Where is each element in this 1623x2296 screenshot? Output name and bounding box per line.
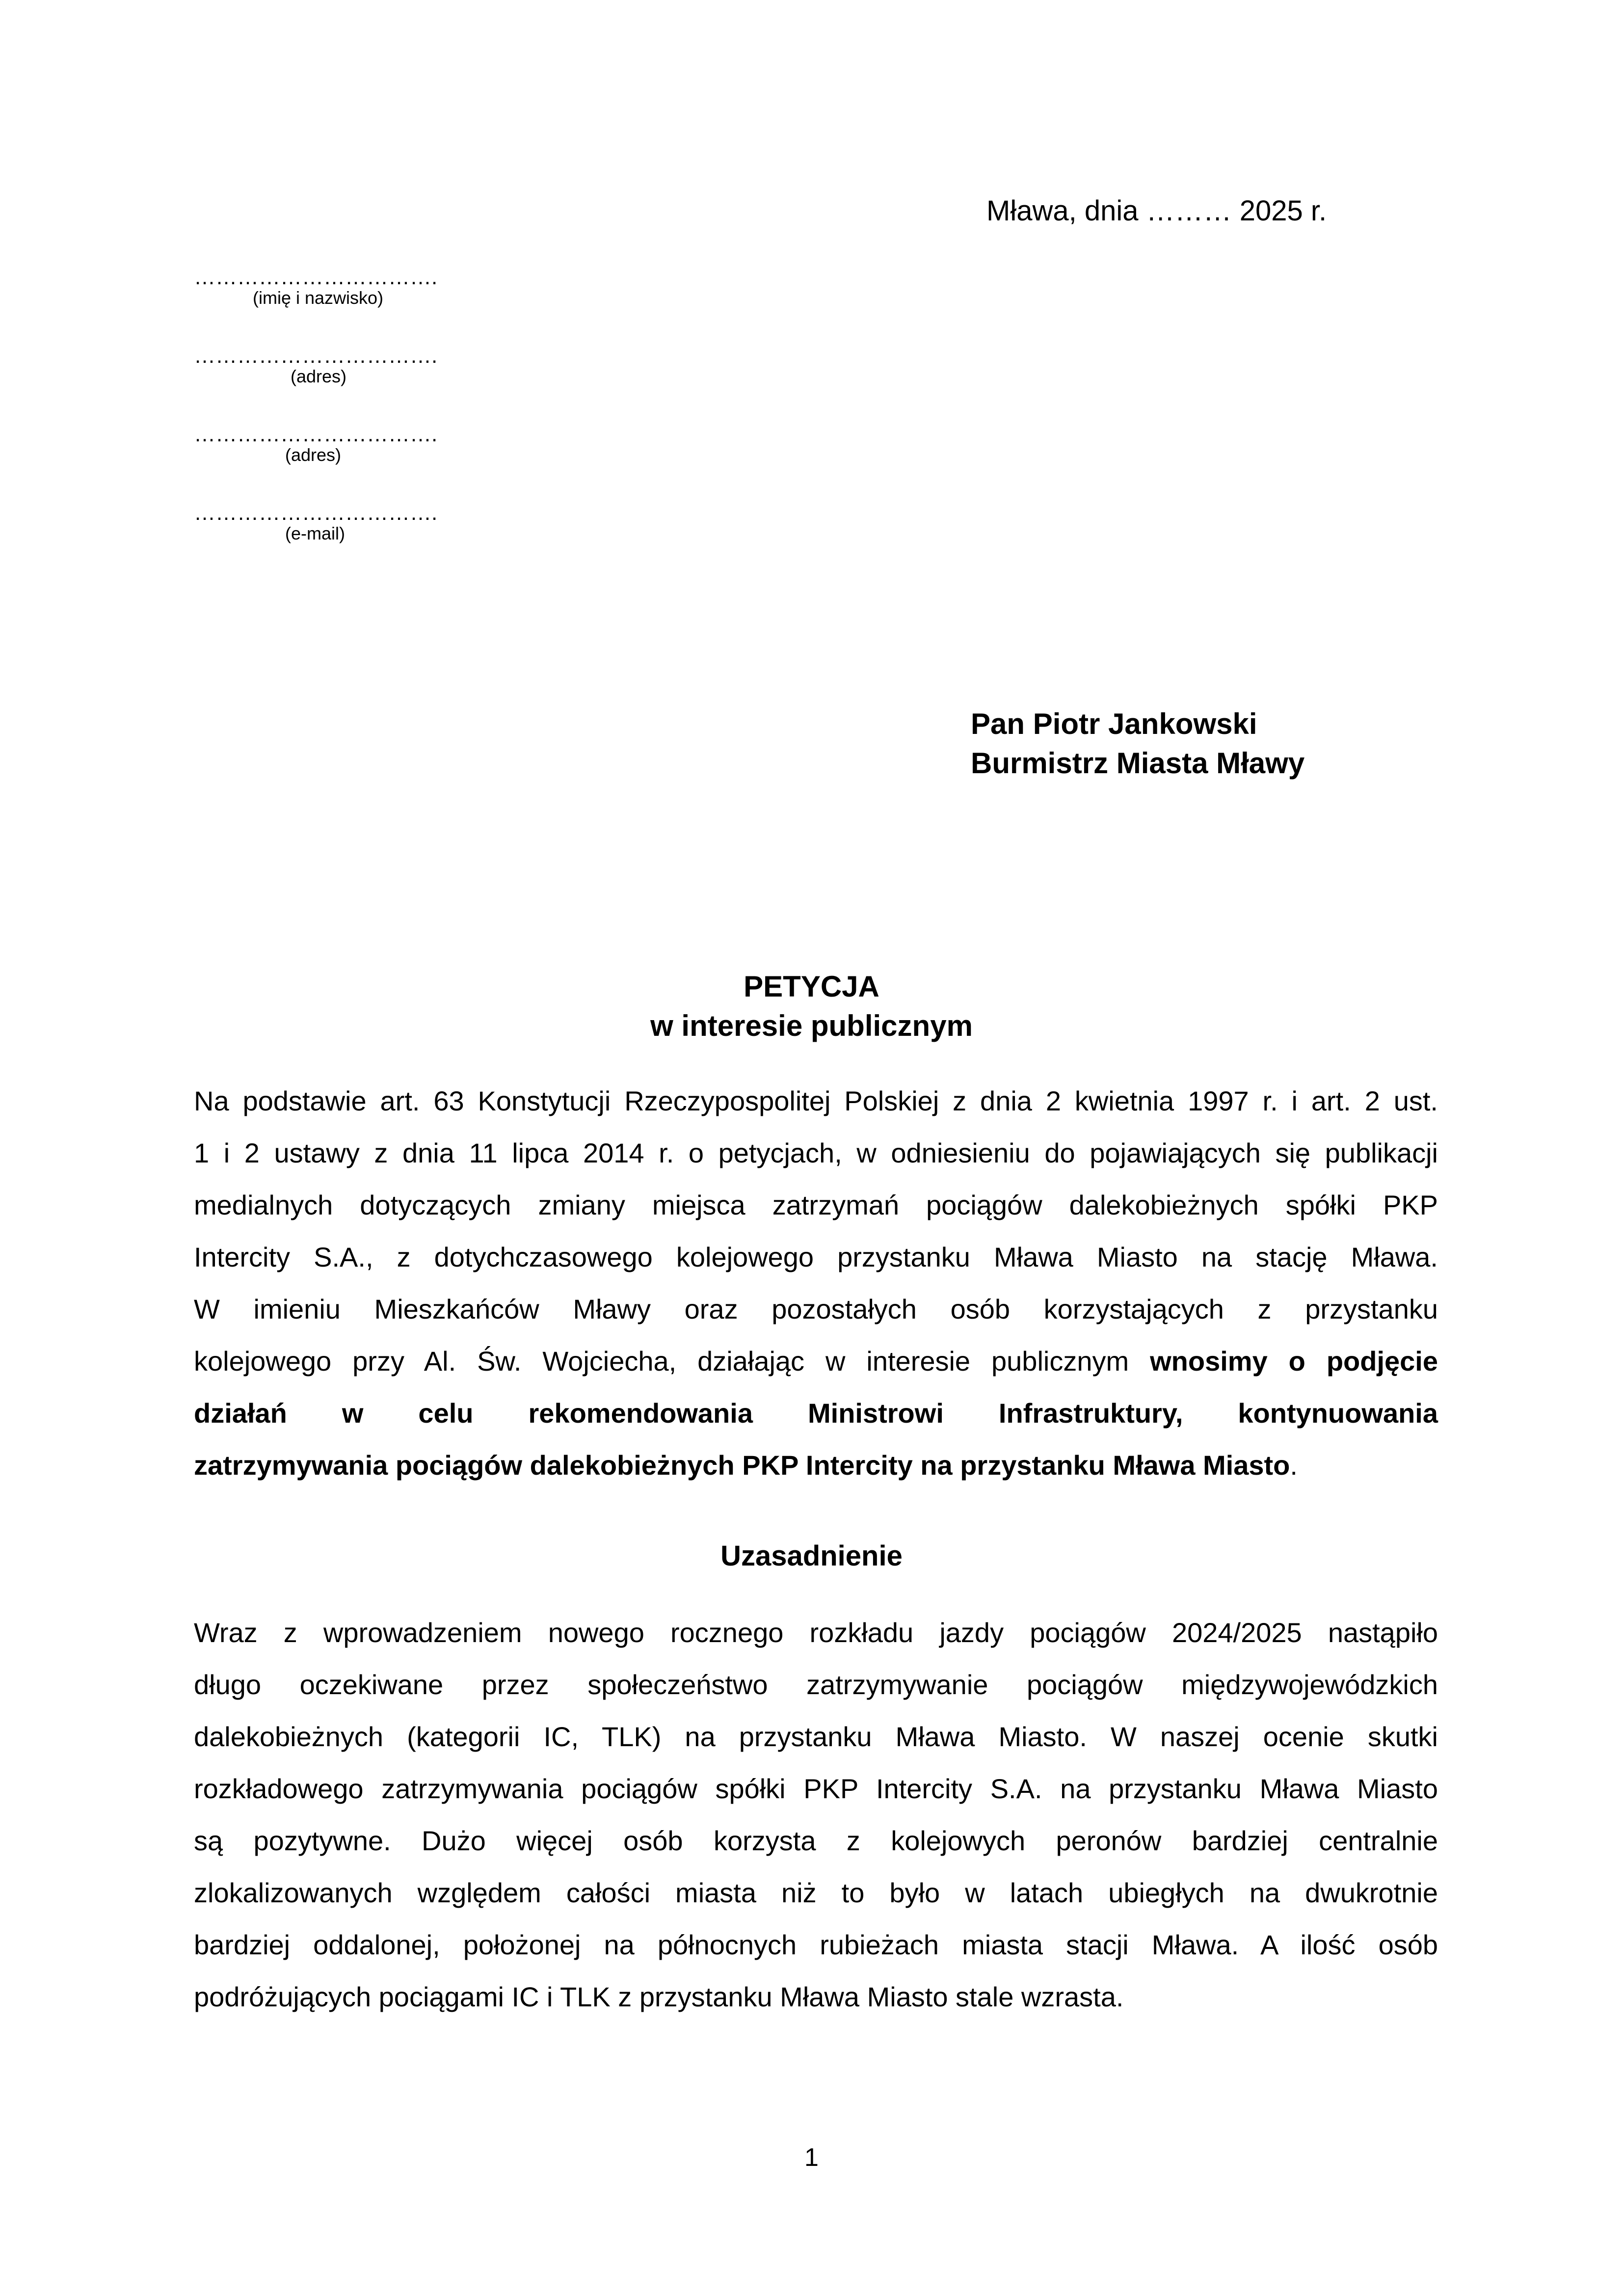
blank-line: ……………………………. (194, 422, 438, 446)
field-caption: (imię i nazwisko) (253, 288, 384, 308)
paragraph-line: W imieniu Mieszkańców Mławy oraz pozostałych osób korzystających z przystanku (194, 1294, 1438, 1324)
blank-line: ……………………………. (194, 265, 438, 289)
recipient-block (971, 704, 1304, 783)
paragraph-line: dalekobieżnych (kategorii IC, TLK) na przystanku Mława Miasto. W naszej ocenie skutki (194, 1721, 1438, 1752)
paragraph-line: Wraz z wprowadzeniem nowego rocznego rozkładu jazdy pociągów 2024/2025 nastąpiło (194, 1617, 1438, 1648)
blank-line: ……………………………. (194, 344, 438, 368)
paragraph-line: bardziej oddalonej, położonej na północnych rubieżach miasta stacji Mława. A ilość osób (194, 1929, 1438, 1960)
paragraph-line: są pozytywne. Dużo więcej osób korzysta z kolejowych peronów bardziej centralnie (194, 1825, 1438, 1856)
justification-heading: Uzasadnienie (720, 1540, 903, 1572)
paragraph-line: kolejowego przy Al. Św. Wojciecha, działając w interesie publicznym wnosimy o podjęcie (194, 1346, 1438, 1377)
paragraph-line: zlokalizowanych względem całości miasta niż to było w latach ubiegłych na dwukrotnie (194, 1877, 1438, 1908)
paragraph-line: Intercity S.A., z dotychczasowego kolejowego przystanku Mława Miasto na stację Mława. (194, 1242, 1438, 1272)
field-caption: (adres) (291, 366, 347, 386)
sender-address-field-2 (194, 422, 479, 466)
paragraph-line: Na podstawie art. 63 Konstytucji Rzeczypospolitej Polskiej z dnia 2 kwietnia 1997 r. i art. 2 ust. (194, 1085, 1438, 1116)
paragraph-line: rozkładowego zatrzymywania pociągów spółki PKP Intercity S.A. na przystanku Mława Miasto (194, 1773, 1438, 1804)
justification-paragraph (194, 1607, 1438, 2023)
field-caption: (adres) (285, 445, 342, 465)
paragraph-line (194, 1387, 1438, 1439)
title-line-2: w interesie publicznym (650, 1009, 973, 1042)
bold-request: wnosimy o podjęcie (1150, 1346, 1438, 1377)
paragraph-line: podróżujących pociągami IC i TLK z przystanku Mława Miasto stale wzrasta. (194, 1981, 1124, 2012)
bold-request: zatrzymywania pociągów dalekobieżnych PKP Intercity na przystanku Mława Miasto (194, 1450, 1290, 1481)
title-line-1: PETYCJA (744, 970, 879, 1003)
place-and-date: Mława, dnia ……… 2025 r. (986, 195, 1327, 227)
paragraph-line: 1 i 2 ustawy z dnia 11 lipca 2014 r. o petycjach, w odniesieniu do pojawiających się publikacji (194, 1137, 1438, 1168)
recipient-title: Burmistrz Miasta Mławy (971, 747, 1305, 780)
paragraph-line: długo oczekiwane przez społeczeństwo zatrzymywanie pociągów międzywojewódzkich (194, 1669, 1438, 1700)
paragraph-line: medialnych dotyczących zmiany miejsca zatrzymań pociągów dalekobieżnych spółki PKP (194, 1189, 1438, 1220)
recipient-name: Pan Piotr Jankowski (971, 707, 1257, 740)
page-number: 1 (804, 2143, 819, 2172)
bold-request: działań w celu rekomendowania Ministrowi Infrastruktury, kontynuowania (194, 1398, 1438, 1429)
sender-email-field (194, 503, 479, 544)
paragraph-line: zatrzymywania pociągów dalekobieżnych PKP Intercity na przystanku Mława Miasto. (194, 1450, 1298, 1481)
blank-line: ……………………………. (194, 501, 438, 525)
sender-name-field (194, 265, 479, 309)
document-title (0, 967, 1623, 1046)
intro-paragraph (194, 1075, 1438, 1491)
sender-address-field (194, 346, 479, 387)
field-caption: (e-mail) (285, 523, 345, 543)
